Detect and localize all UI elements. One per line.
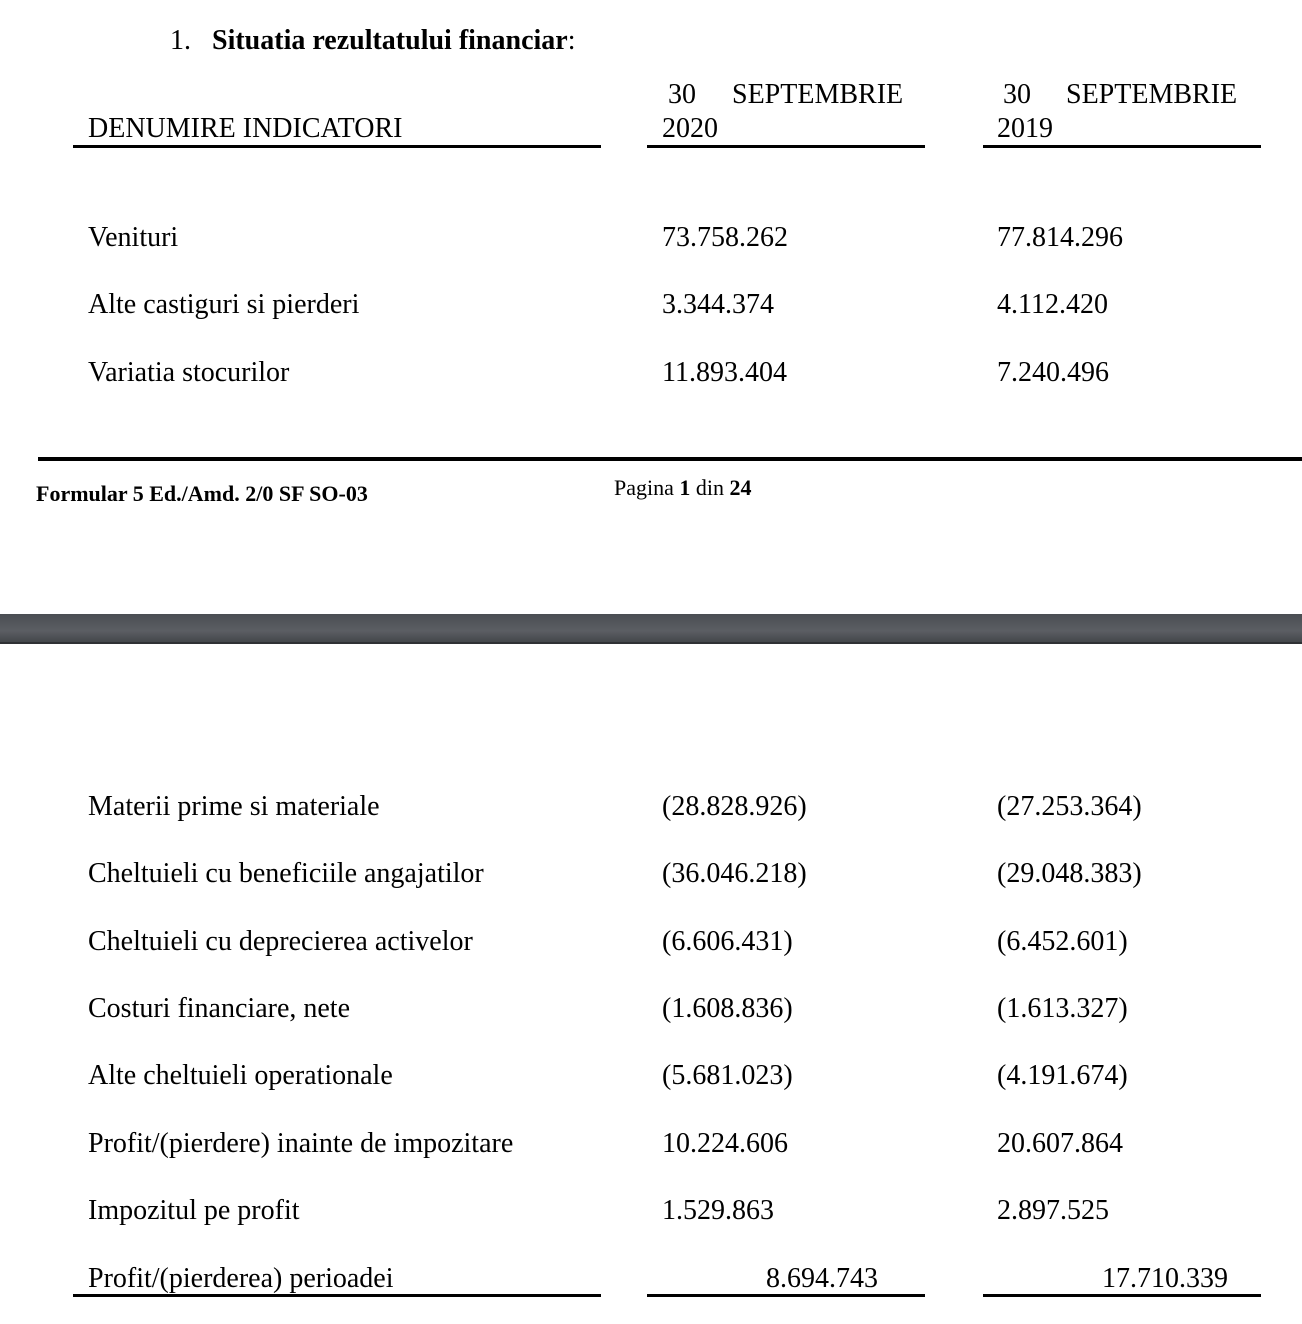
section-title: [170, 24, 576, 58]
row-value-2020: 11.893.404: [662, 357, 787, 388]
header-col2-month: SEPTEMBRIE: [1066, 79, 1238, 110]
header-label: DENUMIRE INDICATORI: [88, 113, 403, 144]
row-value-2019: 4.112.420: [997, 289, 1108, 320]
header-rule-col1: [647, 145, 925, 148]
section-title-suffix: :: [567, 25, 576, 56]
header-col1-month: SEPTEMBRIE: [732, 79, 904, 110]
page-separator-edge: [0, 642, 1302, 644]
row-label: Materii prime si materiale: [88, 791, 380, 822]
row-value-2020: (5.681.023): [662, 1060, 793, 1091]
footer-page-prefix: Pagina: [614, 475, 680, 500]
row-value-2019: (1.613.327): [997, 993, 1128, 1024]
footer-page-current: 1: [679, 475, 691, 500]
row-value-2020: 10.224.606: [662, 1128, 788, 1159]
footer-page-mid: din: [690, 475, 730, 500]
footer-page-total: 24: [729, 475, 752, 500]
row-label: Variatia stocurilor: [88, 357, 290, 388]
row-value-2020: 73.758.262: [662, 222, 788, 253]
header-rule-label: [73, 145, 601, 148]
row-value-2020: (1.608.836): [662, 993, 793, 1024]
section-number: 1.: [170, 25, 191, 56]
row-value-2019: (29.048.383): [997, 858, 1142, 889]
footer-form-code: Formular 5 Ed./Amd. 2/0 SF SO-03: [36, 481, 368, 506]
row-label: Alte castiguri si pierderi: [88, 289, 360, 320]
row-label: Alte cheltuieli operationale: [88, 1060, 393, 1091]
row-label: Costuri financiare, nete: [88, 993, 351, 1024]
row-value-2020: (36.046.218): [662, 858, 807, 889]
row-value-2019: 7.240.496: [997, 357, 1109, 388]
header-col1-day: 30: [668, 79, 696, 110]
row-label: Cheltuieli cu beneficiile angajatilor: [88, 858, 484, 889]
footer-rule: [38, 457, 1302, 461]
row-label: Venituri: [88, 222, 179, 253]
row-value-2019: (27.253.364): [997, 791, 1142, 822]
row-value-2020: 1.529.863: [662, 1195, 774, 1226]
total-label: Profit/(pierderea) perioadei: [88, 1263, 394, 1294]
row-label: Impozitul pe profit: [88, 1195, 300, 1226]
total-rule-col2: [983, 1294, 1261, 1297]
header-col2-year: 2019: [997, 113, 1053, 144]
header-col1-year: 2020: [662, 113, 718, 144]
row-value-2019: 2.897.525: [997, 1195, 1109, 1226]
total-value-2020: 8.694.743: [766, 1263, 878, 1294]
row-value-2019: 77.814.296: [997, 222, 1123, 253]
row-value-2019: (4.191.674): [997, 1060, 1128, 1091]
row-value-2020: 3.344.374: [662, 289, 774, 320]
row-value-2019: (6.452.601): [997, 926, 1128, 957]
header-col2-day: 30: [1003, 79, 1031, 110]
header-rule-col2: [983, 145, 1261, 148]
row-label: Profit/(pierdere) inainte de impozitare: [88, 1128, 514, 1159]
total-value-2019: 17.710.339: [1102, 1263, 1228, 1294]
total-rule-label: [73, 1294, 601, 1297]
total-rule-col1: [647, 1294, 925, 1297]
footer-page-number: [614, 474, 752, 502]
row-value-2020: (28.828.926): [662, 791, 807, 822]
section-title-text: Situatia rezultatului financiar: [212, 25, 568, 56]
row-value-2019: 20.607.864: [997, 1128, 1123, 1159]
row-label: Cheltuieli cu deprecierea activelor: [88, 926, 473, 957]
page-separator: [0, 614, 1302, 642]
row-value-2020: (6.606.431): [662, 926, 793, 957]
